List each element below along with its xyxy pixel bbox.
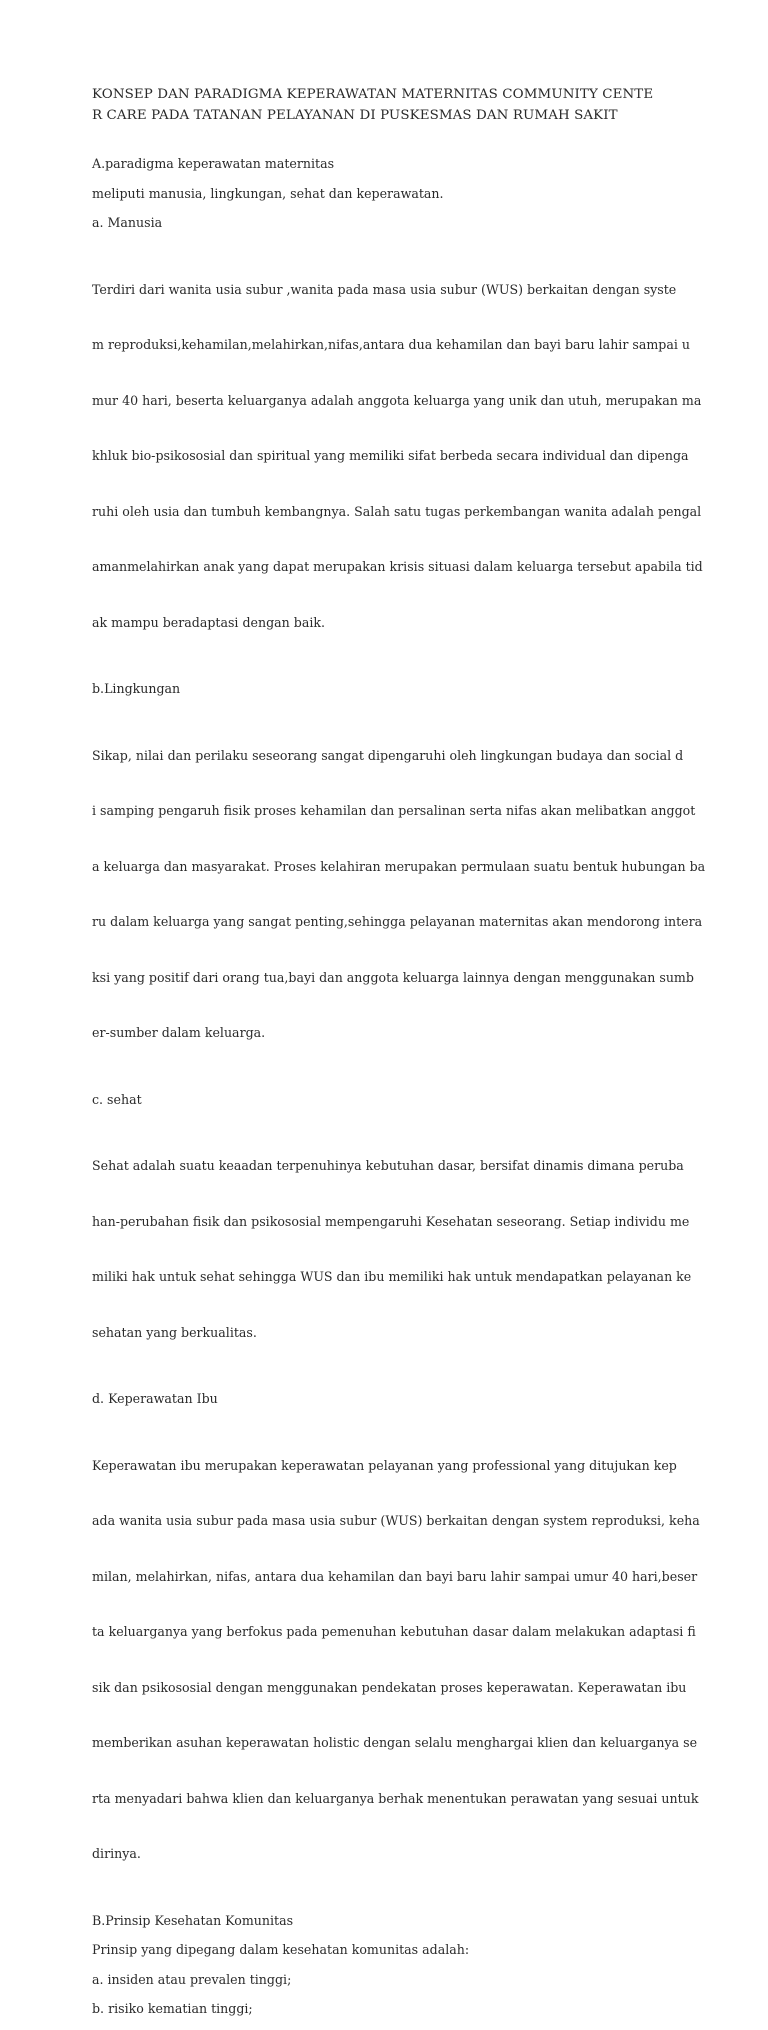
- sehat-paragraph: [92, 1120, 692, 1379]
- document-title: [92, 84, 680, 126]
- paragraph-line: ru dalam keluarga yang sangat penting,sehingga pelayanan maternitas akan mendorong intera: [92, 914, 703, 929]
- lingkungan-paragraph: [92, 710, 706, 1080]
- paragraph-line: ta keluarganya yang berfokus pada pemenuhan kebutuhan dasar dalam melakukan adaptasi fi: [92, 1624, 696, 1639]
- paragraph-line: sehatan yang berkualitas.: [92, 1324, 257, 1340]
- section-b-heading: B.Prinsip Kesehatan Komunitas: [92, 1912, 294, 1928]
- title-line: R CARE PADA TATANAN PELAYANAN DI PUSKESMAS DAN RUMAH SAKIT: [92, 108, 618, 123]
- paragraph-line: Sikap, nilai dan perilaku seseorang sangat dipengaruhi oleh lingkungan budaya dan social d: [92, 747, 684, 763]
- paragraph-line: Terdiri dari wanita usia subur ,wanita pada masa usia subur (WUS) berkaitan dengan syste: [92, 281, 677, 297]
- paragraph-line: dirinya.: [92, 1846, 141, 1861]
- paragraph-line: memberikan asuhan keperawatan holistic dengan selalu menghargai klien dan keluarganya se: [92, 1735, 698, 1750]
- title-line: KONSEP DAN PARADIGMA KEPERAWATAN MATERNITAS COMMUNITY CENTE: [92, 87, 654, 102]
- paragraph-line: a keluarga dan masyarakat. Proses kelahiran merupakan permulaan suatu bentuk hubungan ba: [92, 858, 706, 874]
- paragraph-line: ksi yang positif dari orang tua,bayi dan anggota keluarga lainnya dengan menggunakan sumb: [92, 969, 694, 985]
- paragraph-line: Keperawatan ibu merupakan keperawatan pelayanan yang professional yang ditujukan kep: [92, 1457, 677, 1473]
- manusia-heading: a. Manusia: [92, 215, 163, 230]
- section-b-intro: Prinsip yang dipegang dalam kesehatan komunitas adalah:: [92, 1942, 470, 1957]
- paragraph-line: han-perubahan fisik dan psikososial mempengaruhi Kesehatan seseorang. Setiap individu me: [92, 1213, 690, 1229]
- section-a-intro: meliputi manusia, lingkungan, sehat dan keperawatan.: [92, 185, 444, 201]
- paragraph-line: er-sumber dalam keluarga.: [92, 1025, 266, 1040]
- paragraph-line: milan, melahirkan, nifas, antara dua kehamilan dan bayi baru lahir sampai umur 40 hari,beser: [92, 1568, 698, 1584]
- paragraph-line: khluk bio-psikososial dan spiritual yang memiliki sifat berbeda secara individual dan dipenga: [92, 448, 689, 463]
- sehat-heading: c. sehat: [92, 1091, 142, 1107]
- paragraph-line: m reproduksi,kehamilan,melahirkan,nifas,antara dua kehamilan dan bayi baru lahir sampai u: [92, 337, 690, 352]
- paragraph-line: Sehat adalah suatu keaadan terpenuhinya kebutuhan dasar, bersifat dinamis dimana peruba: [92, 1158, 684, 1173]
- keperawatan-ibu-paragraph: [92, 1420, 700, 1901]
- principle-item: b. risiko kematian tinggi;: [92, 2001, 253, 2016]
- paragraph-line: mur 40 hari, beserta keluarganya adalah anggota keluarga yang unik dan utuh, merupakan ma: [92, 392, 702, 408]
- paragraph-line: ruhi oleh usia dan tumbuh kembangnya. Salah satu tugas perkembangan wanita adalah pengal: [92, 503, 702, 519]
- paragraph-line: i samping pengaruh fisik proses kehamilan dan persalinan serta nifas akan melibatkan anggot: [92, 803, 696, 818]
- section-a-heading: A.paradigma keperawatan maternitas: [92, 156, 335, 171]
- paragraph-line: miliki hak untuk sehat sehingga WUS dan ibu memiliki hak untuk mendapatkan pelayanan ke: [92, 1269, 692, 1284]
- paragraph-line: rta menyadari bahwa klien dan keluarganya berhak menentukan perawatan yang sesuai untuk: [92, 1790, 699, 1806]
- paragraph-line: amanmelahirkan anak yang dapat merupakan krisis situasi dalam keluarga tersebut apabila tid: [92, 559, 703, 574]
- lingkungan-heading: b.Lingkungan: [92, 681, 181, 696]
- paragraph-line: ak mampu beradaptasi dengan baik.: [92, 614, 325, 630]
- paragraph-line: ada wanita usia subur pada masa usia subur (WUS) berkaitan dengan system reproduksi, keha: [92, 1513, 700, 1528]
- paragraph-line: sik dan psikososial dengan menggunakan pendekatan proses keperawatan. Keperawatan ibu: [92, 1679, 687, 1695]
- document-page: [92, 84, 706, 2030]
- principle-item: a. insiden atau prevalen tinggi;: [92, 1971, 292, 1987]
- manusia-paragraph: [92, 244, 703, 670]
- keperawatan-ibu-heading: d. Keperawatan Ibu: [92, 1391, 218, 1406]
